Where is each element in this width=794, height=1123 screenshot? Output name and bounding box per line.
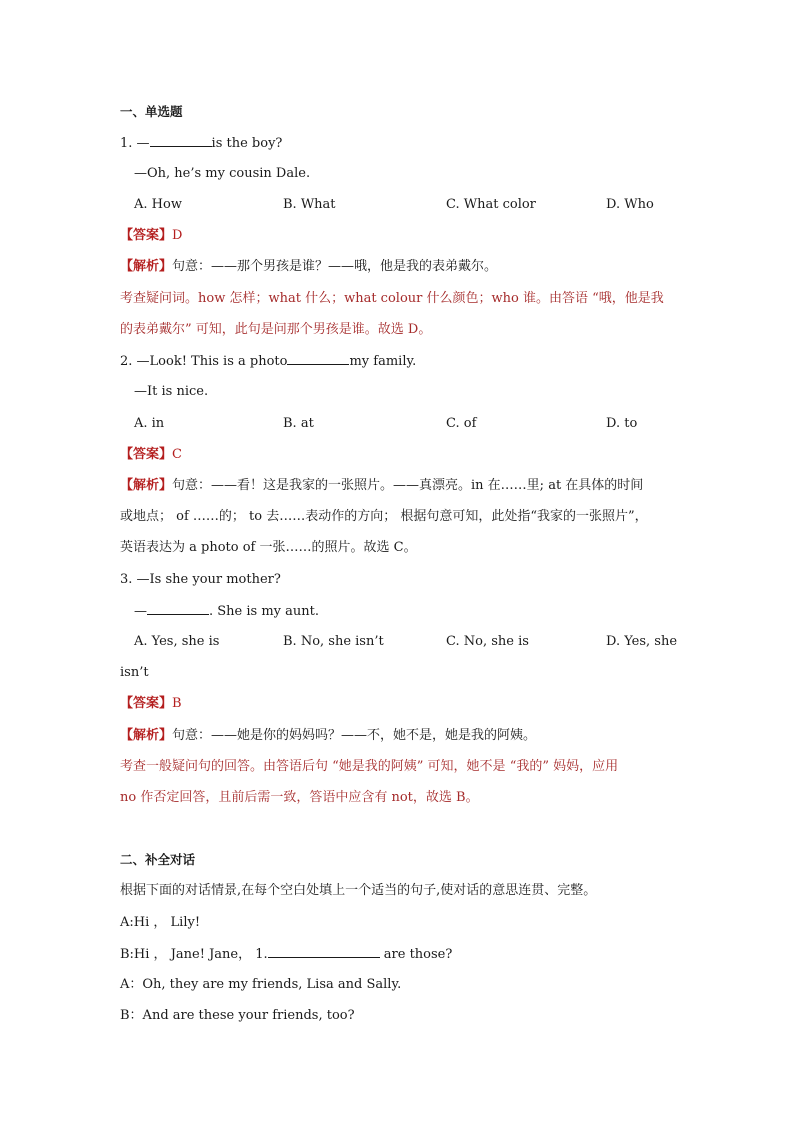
option-b: B. at [283, 416, 314, 431]
section-title: 一、单选题 [120, 104, 183, 119]
question-1 [120, 134, 282, 153]
option-a: A. Yes, she is [134, 634, 220, 649]
analysis-label: 【解析】 [120, 478, 173, 493]
option-d: D. to [606, 416, 638, 431]
question-suffix: is the boy? [211, 136, 283, 151]
reply-suffix: . She is my aunt. [209, 604, 319, 619]
analysis-line [120, 477, 643, 495]
question-suffix: my family. [349, 354, 417, 369]
question-reply [134, 602, 319, 621]
option-c: C. What color [446, 197, 536, 212]
analysis-text: 英语表达为 a photo of 一张……的照片。故选 C。 [120, 540, 417, 555]
option-b: B. No, she isn’t [283, 634, 384, 649]
analysis-meaning: 句意：——那个男孩是谁？——哦，他是我的表弟戴尔。 [172, 259, 498, 274]
answer-blank [287, 352, 349, 365]
answer-line [120, 227, 182, 245]
question-2 [120, 352, 416, 371]
analysis-line [120, 727, 536, 745]
answer-value: C [172, 447, 182, 462]
analysis-text: 考查疑问词。how 怎样；what 什么；what colour 什么颜色；who 谁。由答语 “哦，他是我 [120, 291, 664, 306]
instruction: 根据下面的对话情景,在每个空白处填上一个适当的句子,使对话的意思连贯、完整。 [120, 883, 597, 898]
option-a: A. in [134, 416, 165, 431]
question-3: 3. —Is she your mother? [120, 572, 281, 587]
reply-prefix: — [134, 604, 147, 619]
analysis-label: 【解析】 [120, 259, 173, 274]
analysis-text: 或地点； of ……的； to 去……表动作的方向； 根据句意可知，此处指“我家的一张照片”， [120, 509, 648, 524]
question-reply: —It is nice. [134, 384, 209, 399]
answer-line [120, 695, 182, 713]
dialogue-suffix: are those? [379, 947, 453, 962]
answer-blank [268, 945, 380, 958]
analysis-line [120, 258, 497, 276]
analysis-meaning: 句意：——她是你的妈妈吗？——不，她不是，她是我的阿姨。 [172, 728, 537, 743]
analysis-text: 的表弟戴尔” 可知，此句是问那个男孩是谁。故选 D。 [120, 322, 432, 337]
answer-label: 【答案】 [120, 696, 173, 711]
option-d: D. Who [606, 197, 654, 212]
answer-blank [150, 134, 212, 147]
analysis-label: 【解析】 [120, 728, 173, 743]
section-title: 二、补全对话 [120, 852, 196, 867]
option-d: D. Yes, she [606, 634, 678, 649]
dialogue-line: B：And are these your friends, too? [120, 1008, 355, 1023]
answer-label: 【答案】 [120, 228, 173, 243]
question-prefix: 2. —Look! This is a photo [120, 354, 288, 369]
question-prefix: 1. — [120, 136, 150, 151]
analysis-text: 考查一般疑问句的回答。由答语后句 “她是我的阿姨” 可知，她不是 “我的” 妈妈，应用 [120, 759, 619, 774]
option-d-wrap: isn’t [120, 665, 149, 680]
dialogue-line [120, 945, 452, 964]
option-b: B. What [283, 197, 336, 212]
answer-value: B [172, 696, 182, 711]
option-c: C. No, she is [446, 634, 529, 649]
analysis-meaning: 句意：——看！这是我家的一张照片。——真漂亮。in 在……里; at 在具体的时间 [172, 478, 644, 493]
question-reply: —Oh, he’s my cousin Dale. [134, 166, 311, 181]
answer-line [120, 446, 182, 464]
option-c: C. of [446, 416, 477, 431]
answer-blank [147, 602, 209, 615]
analysis-text: no 作否定回答，且前后需一致，答语中应含有 not，故选 B。 [120, 790, 479, 805]
answer-value: D [172, 228, 183, 243]
option-a: A. How [134, 197, 182, 212]
dialogue-line: A：Oh, they are my friends, Lisa and Sally. [120, 977, 402, 992]
dialogue-prefix: B:Hi ， Jane! Jane， 1. [120, 947, 268, 962]
answer-label: 【答案】 [120, 447, 173, 462]
dialogue-line: A:Hi ， Lily! [120, 915, 201, 930]
